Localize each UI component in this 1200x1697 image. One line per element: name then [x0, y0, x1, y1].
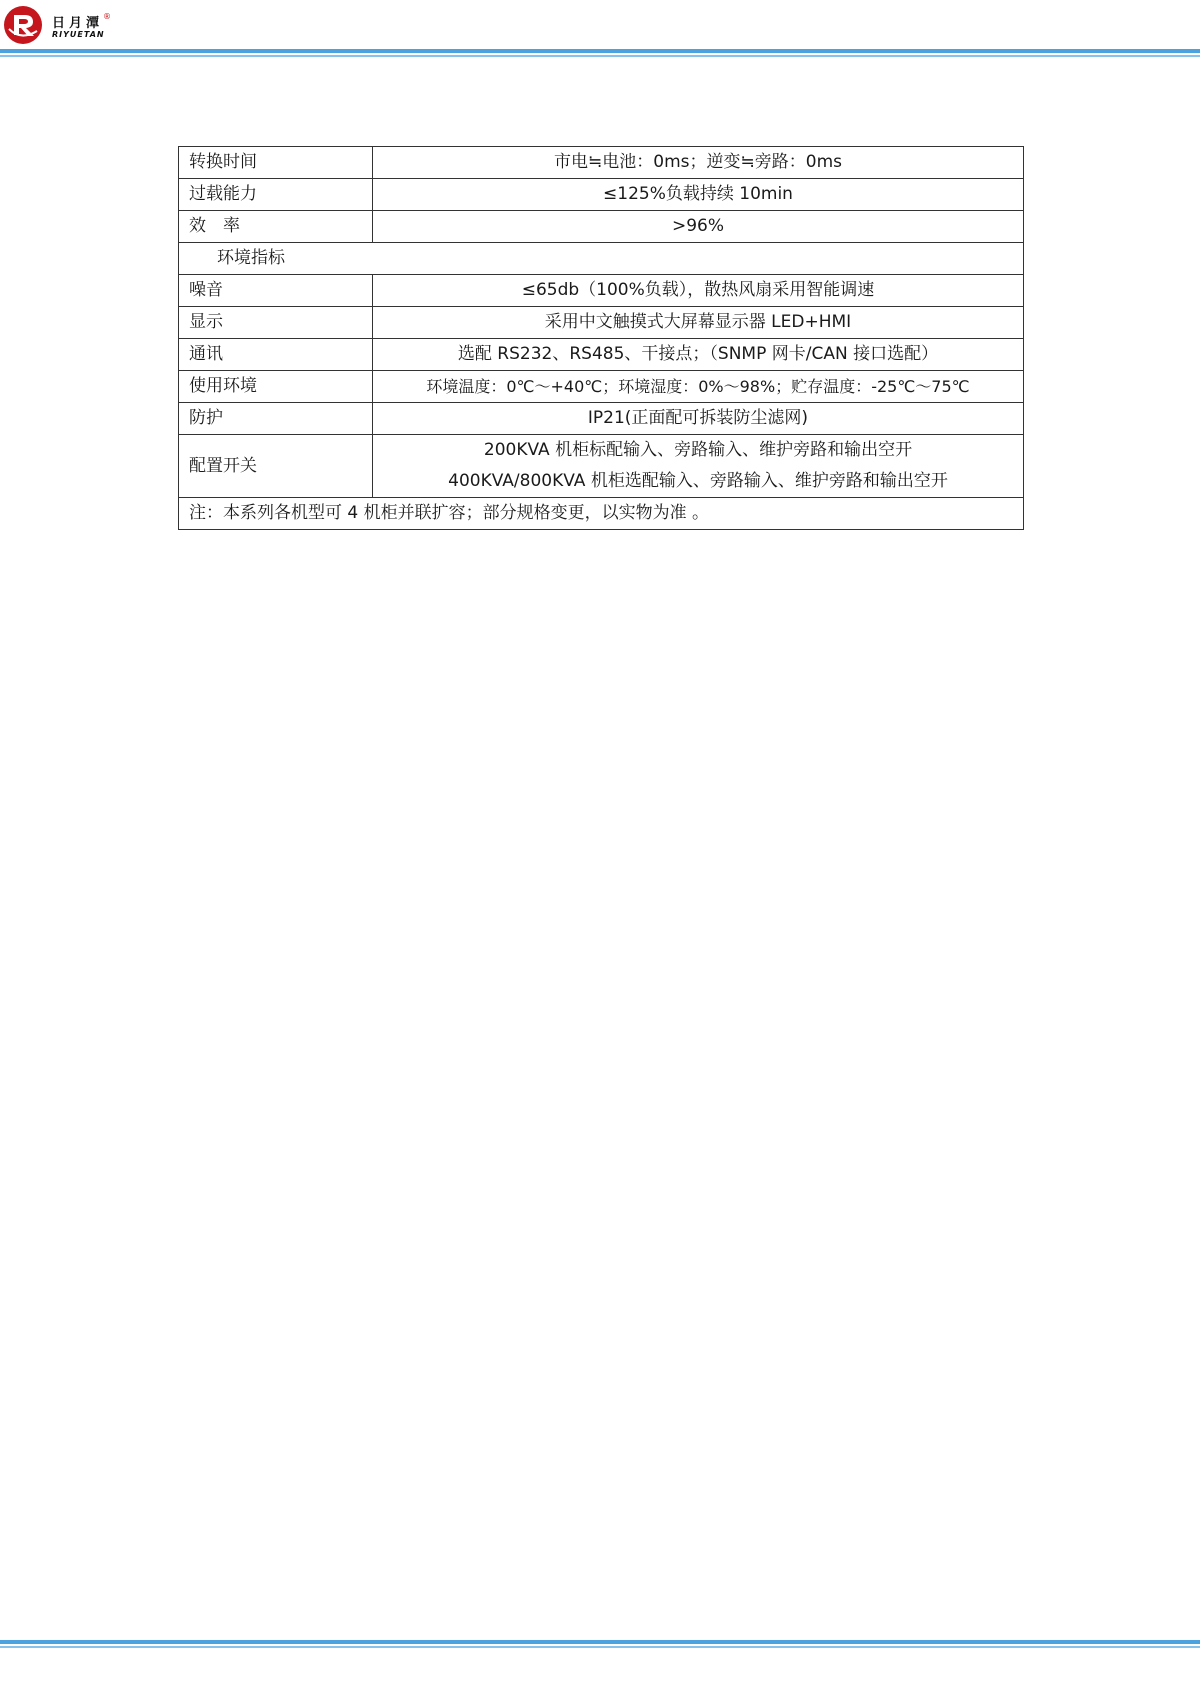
table-row	[179, 179, 1024, 211]
row-value: 环境温度：0℃～+40℃；环境湿度：0%～98%；贮存温度：-25℃～75℃	[373, 371, 1024, 403]
table-note: 注：本系列各机型可 4 机柜并联扩容；部分规格变更，以实物为准 。	[179, 498, 1024, 530]
row-label: 显示	[179, 307, 373, 339]
header-rule-thin	[0, 55, 1200, 57]
row-value: IP21(正面配可拆装防尘滤网)	[373, 403, 1024, 435]
row-label: 过载能力	[179, 179, 373, 211]
table-note-row	[179, 498, 1024, 530]
row-value: 采用中文触摸式大屏幕显示器 LED+HMI	[373, 307, 1024, 339]
row-label: 使用环境	[179, 371, 373, 403]
row-label: 防护	[179, 403, 373, 435]
registered-mark: ®	[103, 12, 111, 21]
table-row	[179, 147, 1024, 179]
value-line: 400KVA/800KVA 机柜选配输入、旁路输入、维护旁路和输出空开	[448, 471, 948, 491]
row-value: 市电≒电池：0ms；逆变≒旁路：0ms	[373, 147, 1024, 179]
table-row	[179, 435, 1024, 498]
row-value: ≤125%负载持续 10min	[373, 179, 1024, 211]
brand-name-cn: 日月潭	[52, 16, 104, 31]
brand-name-en: RIYUETAN	[52, 30, 105, 39]
table-row	[179, 403, 1024, 435]
section-heading: 环境指标	[179, 243, 1024, 275]
table-row	[179, 307, 1024, 339]
header-rule	[0, 49, 1200, 53]
spec-table	[178, 146, 1024, 530]
riyuetan-logo-icon	[3, 5, 43, 45]
row-value	[373, 435, 1024, 498]
row-label: 效 率	[179, 211, 373, 243]
row-value: >96%	[373, 211, 1024, 243]
row-value: ≤65db（100%负载），散热风扇采用智能调速	[373, 275, 1024, 307]
value-line: 200KVA 机柜标配输入、旁路输入、维护旁路和输出空开	[483, 440, 913, 460]
row-label: 配置开关	[179, 435, 373, 498]
table-row	[179, 371, 1024, 403]
row-label: 转换时间	[179, 147, 373, 179]
footer-rule-thin	[0, 1646, 1200, 1648]
row-label: 通讯	[179, 339, 373, 371]
row-label: 噪音	[179, 275, 373, 307]
table-row	[179, 275, 1024, 307]
table-row	[179, 339, 1024, 371]
row-value: 选配 RS232、RS485、干接点；（SNMP 网卡/CAN 接口选配）	[373, 339, 1024, 371]
footer-rule	[0, 1640, 1200, 1644]
table-section-row	[179, 243, 1024, 275]
table-row	[179, 211, 1024, 243]
